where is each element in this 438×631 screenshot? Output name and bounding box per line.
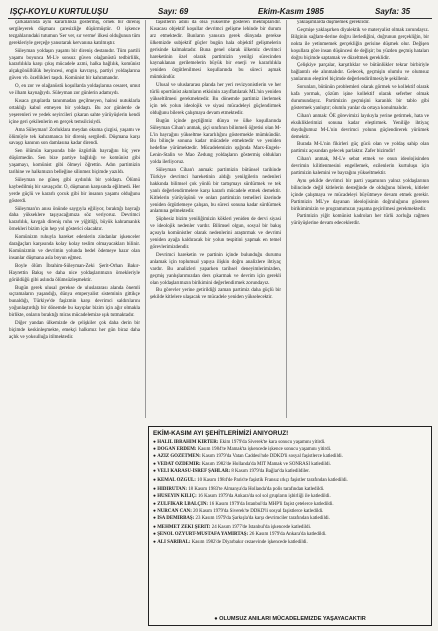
memorial-text: 18 Kasım 1983'te Almanya'da Hollanda'da polis tarafından katledildi. [188, 487, 325, 493]
article-paragraph: Sorunları, bütünün problemleri olarak görmek ve kollektif olarak kafa yormak, çözüm işine kollektif olarak seferber olmak durumundayız. Partimizin geçmişini karanlık bir tablo gibi göstermek yanlıştır; olumlu yanlar da ortaya konulmalıdır. [291, 85, 429, 111]
bullet-icon: ● [153, 508, 158, 514]
memorial-entry [153, 531, 427, 538]
bullet-icon: ● [153, 525, 158, 531]
memorial-entry [153, 446, 427, 453]
memorial-text: 20 Kasım 1979'da Siverek'te DDKD'li sosyal faşistlerce katledildi. [193, 508, 324, 514]
header-rule [8, 18, 432, 19]
article-paragraph: çarkalarında aynı kararlılıkla göstermiş, örnek bir direniş sergileyerek düşmanı çaresizliğe düşürmüştür. O işkence tezgahlarındaki tutumun 'Ser ver, sır verme' ilkesi olduğunun tüm gerekleriyle gerçeğe yansıtarak kervanına katılmıştır. [9, 20, 140, 46]
article-paragraph: Komünizm ruhuyla hareket edenlerin zindanlar işkenceler darağaçları karşısında kolay kolay teslim olmayacakları bilinir. Komünizmin ve devrimin yolunda bedel ödemeye hazır olan insanlar düşmana asla boyun eğmez. [9, 235, 140, 261]
memorial-name: ALI SARIBAL: [157, 539, 191, 545]
article-paragraph: Süleyman'ın anısı önünde saygıyla eğiliyor, bıraktığı bayrağı daha yükseklere taşıyacağımıza söz veriyoruz. Devrimci kararlılık, kavgalı direniş ruhu ve yiğitliği, büyük kahramanlık örnekleri bizim için hep yol gösterici olacaktır. [9, 206, 140, 233]
memorial-name: ZÜLFİKAR İ.BALÇIN: [157, 501, 209, 507]
bullet-icon: ● [153, 501, 158, 507]
memorial-text: 16 Kasım 1979'da Ankara'da sol sol grupların işbirliği ile katledildi. [197, 494, 331, 500]
column-divider [145, 20, 146, 418]
article-paragraph: Ulusal ve uluslararası planda her yeri revizyonistlerin ve her türlü oportünist akımların etkisinin zayıflatılarak ML'nin yeniden yükseltilmesi gerekmektedir. Bu dönemde partimiz ilerlemek için tek yolun ideolojik ve siyasi mücadeleyi güçlendirmek olduğunu bilerek çalışmaya devam etmektedir. [150, 83, 281, 116]
issue-number: Sayı: 69 [158, 7, 189, 16]
memorial-name: HIDIRUTAN: [157, 487, 187, 493]
memorial-name: İSA DEMIRBAŞ: [157, 516, 195, 522]
article-column-1 [9, 20, 140, 418]
article-paragraph: Cihan'ı anmak: ÖE görevimizi layıkıyla yerine getirmek, hata ve eksikliklerimizi sonuna kadar eleştirmek. Yeniliğe ihtiyaç duyduğumuz M-L'nin devrimci yolunu güçlendirerek yürümek demektir. [291, 113, 429, 140]
article-paragraph: Partimizin yiğit komünist kadroları her türlü zorluğa rağmen yürüyüşlerine devam edeceklerdir. [291, 214, 429, 227]
issue-date: Ekim-Kasım 1985 [258, 7, 324, 16]
memorial-entry [153, 524, 427, 531]
bullet-icon: ● [153, 539, 158, 545]
column-divider [286, 20, 287, 418]
article-paragraph: Geçmişe yaklaşırken diyalektik ve materyalist olmak zorundayız. Bilginin sağlam-derine doğru ilerlediğini, doğrunun gerçekliğin, bir nokta ile yetinmemek gerçekliğin gerisine düşmek olur. Değişen koşullara göre insan düşüncesi de değişir; bu yüzden geçmiş hataları doğru biçimde saptamak ve düzeltmek gereklidir. [291, 27, 429, 61]
article-column-2 [150, 20, 281, 418]
memorial-entry [153, 477, 427, 484]
article-paragraph: Diğer yandan ülkemizde de çelişkiler çok daha derin bir biçimde keskinleşmekte, emekçi halkımız her gün biraz daha açlık ve yoksulluğa itilmektedir. [9, 321, 140, 340]
memorial-name: VEDAT ÖZDEMIR: [157, 461, 201, 467]
memorial-text: 16 Kasım 1979'da İstanbul'da MHP'li faşist çetelerce katledildi. [209, 501, 334, 507]
memorial-entry [153, 461, 427, 468]
memorial-text: Kasım 1979'da Vatan Caddesi'nde DDKD'li sosyal faşistlerce katledildi. [202, 454, 343, 460]
memorial-text: 23 Kasım 1979'da Şarkışla'da karşı devrimciler tarafından katledildi. [195, 516, 330, 522]
memorial-entry [153, 453, 427, 460]
memorial-name: AZIZ GÖZETMEN: [157, 454, 201, 460]
article-paragraph: Cihan'ı anmak, M-L'e sebat etmek ve onun ideolojisinden devrimin kilitlenmesini engellemek, ezilenlerin kurtuluşu için partimizin kalemini ve bayrağını yükseltmektir. [291, 157, 429, 177]
memorial-entry [153, 539, 427, 546]
memorial-entry [153, 468, 427, 475]
bullet-icon: ● [153, 532, 158, 538]
memorial-entry [153, 501, 427, 508]
bullet-icon: ● [153, 447, 158, 453]
article-paragraph: Süleyman Cihan'ı anmak: partimizin bütünsel tarihinde Türkiye devrimci hareketinin aldığı yenilgilerin nedenleri hakkında bilimsel çok yönlü bir tartışmayı sürdürmek ve tek yanlı değerlendirmelere karşı kararlı mücadele etmek demektir. Kitlelerin yürüyüşünü ve onları partimizin temelleri üzerinde yeniden örgütlemeye çalışan, bu süreci sonuna kadar sürdürmek anlamına gelmektedir. [150, 168, 281, 215]
memorial-name: ŞENOL OZYURT-MUSTAFA YAMIRTAŞ: [157, 532, 249, 538]
bullet-icon: ● [153, 494, 158, 500]
page-number: Sayfa: 35 [375, 7, 411, 16]
memorial-box [148, 426, 432, 626]
article-paragraph: Bugün içinde geçtiğimiz dünya ve ülke koşullarında Süleyman Cihan'ı anmak, şiçi sınıfının bilinmeli öğretisi olan M-L'in bayrağını yükseltme kararlılığını göstermekle mümkündür. Bu bilinçle sonuna kadar mücadele etmektedir ve yeniden hedefine yürümektedir. Mücadelemizin ışığında Marx-Engels-Lenin-Stalin ve Mao Zedung yoldaşların göstermiş oldukları yolda ilerliyoruz. [150, 118, 281, 166]
article-paragraph: faşistlerin adını da olsa yükselme gösteren mektuplarıdır. Kısacası objektif koşullar devrimci gelişme lehinde bir durum arz etmektedir. Bunların yanısıra gerek dünyada gerekse ülkemizde subjektif güçler bugün hala objektif gelişmelerin gerisinde kalmaktadır. Buna genel olarak ülkemiz devrimci hareketinin özel olarak partimizin yenilgi sürecinden kaynaklanan gerilemelerin büyük bir enerji ve kararlılıkla yeniden örgütlenilmesi koşullarında bu süreci aşmak mümkündür. [150, 20, 281, 81]
article-paragraph: Süleyman yoldaşın yaşamı bir direniş destanıdır. Tüm partili yaşamı boyunca M-L'e sonsuz güven olağanüstü tedbirlilik, kararlılıkla karşı çıkış mücadele azmi, halka bağlılık, komünist alçakgönüllülük beyincesi, engin kavrayış, partiyi yoldaşlarına güven vb. özellikleri taşıdı. Komünist bir kahramandır. [9, 48, 140, 82]
memorial-text: 10 Kasım 1984'de Paris'te faşistik Fransız ırkçı faşistler tarafından katledildi. [197, 478, 348, 484]
bullet-icon: ● [153, 487, 158, 493]
article-paragraph: Burada M-L'nin fikirleri güç gücü olan ve yoldaş sahip olan partimiz açısından gelecek parlaktır. Zafer bizimdir! [291, 142, 429, 155]
bullet-icon: ● [153, 440, 158, 445]
memorial-text: 8 Kasım 1979'da Bağlar'da katledildiler. [231, 468, 310, 474]
memorial-entry [153, 493, 427, 500]
memorial-name: HALIL IBRAHIM KIRTER: [157, 440, 219, 445]
memorial-box-footer: ● OLUMSUZ ANILARI MÜCADELEMIZDE YAŞAYACAKTIR [214, 616, 366, 622]
memorial-entry [153, 439, 427, 446]
memorial-text: 24 Kasım 1977'de İstanbul'da işkencede katledildi. [211, 525, 312, 531]
article-paragraph: Sen ölümün karşısında bile özgürlük bayrağını hiç yere düşürmedin. Sen bize partiye bağlılığı ve komünist gibi yaşamayı, komünist gibi ölmeyi öğrettin. Adın partimizin tarihine ve halkımızın belleğine silinmez biçimde yazıldı. [9, 149, 140, 176]
publication-title: IŞÇI-KOYLU KURTULUŞU [10, 7, 109, 16]
article-column-3 [291, 20, 429, 418]
article-paragraph: Devrimci hareketin ve partinin içinde bulunduğu durumu anlamak için toplumsal yapıya ilişkin doğru analizlere ihtiyaç vardır. Bu analizleri yaparken tarihsel deneyimlerimizden, geçmiş yanlışlarımızdan ders çıkarmak ve devrim için gerekli olan yoldaşlarımızın birikimini değerlendirmek zorundayız. [150, 252, 281, 286]
memorial-entry [153, 486, 427, 493]
page-header [0, 0, 438, 20]
memorial-entry [153, 508, 427, 515]
memorial-text: Kasım 1982'de Diyarbakır cezaevinde işkencede katledildi. [191, 539, 308, 545]
article-paragraph: Aynı şekilde devrimci bir parti yaşamının yalnız yoldaşlarının bilincinde değil kitlelerin desteğinde de olduğunu bilerek, kitleler içinde çalışmaya ve mücadeleyi büyütmeye devam etmek gerekir. Partimizin ML'ye dayanan ideolojisinin doğruluğunu gösteren birikimimizin ve programımızın yaşama geçirilmesi gerekmektedir. [291, 178, 429, 212]
article-paragraph: Süleyman ne güneş gibi aydınlık bir yoldaştı. Ölümü kaybedilmiş bir savaşçıdır. O, düşmanın karşısında eğilmedi. Her yerde güçlü ve kararlı çocuk gibi bir insanın yaşamı olduğunu gösterdi. [9, 177, 140, 204]
bullet-icon: ● [153, 468, 158, 474]
bullet-icon: ● [153, 454, 158, 460]
memorial-text: 26 Kasım 1979'da Ankara'da katledildi. [249, 532, 327, 538]
memorial-name: MEHMET ZEKI ŞERIT: [157, 525, 211, 531]
memorial-text: Ekim 1979'da Siverek'te kara sonucu yaşamını yitirdi. [219, 440, 326, 445]
article-paragraph: Kısaca gruplarda tanınmadan geçilmeyen, hainsi nutuklarla ortaklığı kabul etmeyen bir yoldaştı. Bu zor günlerde de yeşerenleri ve yedek seyircileri çıkaran sahte yürüyüşlerin kendi içine geri çekilenlerin en gerçek temsilcisiydi. [9, 98, 140, 125]
article-paragraph: Bu görevler yerine getirildiği zaman partimiz daha güçlü bir şekilde kitlelere ulaşacak ve mücadele yeniden yükselecektir. [150, 288, 281, 301]
article-paragraph: Çelişkiye parçalar, karşıtlıklar ve bütünlükler tekrar birbiriyle bağlantılı ele alınmalıdır. Gelecek, geçmişin olumlu ve olumsuz yanlarının eleştirel biçimde değerlendirilmesiyle şekillenir. [291, 63, 429, 83]
article-paragraph: O, en zor ve olağanüstü koşullarda yoldaşlarına cesaret, umut ve ilham kaynağıydı. Süleyman zor günlerin adamıydı. [9, 84, 140, 97]
memorial-list [153, 439, 427, 607]
memorial-name: DOĞAN ERDEM: [157, 447, 197, 453]
bullet-icon: ● [153, 478, 158, 484]
article-paragraph: Boyle ölüm İbrahim-Süleyman-Zeki Şerit-Orhan Bakır-Hayrettin Bakış ve daha nice yoldaşlarımızın örnekleriyle görüldüğü gibi aslında ölümsüzleşmektir. [9, 263, 140, 283]
memorial-name: KEMAL ÖZGÜL: [157, 478, 196, 484]
bullet-icon: ● [153, 461, 158, 467]
article-paragraph: Ama Süleyman! Zorluklara meydan okuma çizgisi, yaşamı ve ölümüyle tek kahramanca bir direniş sergiledi. Düşmana karşı savaşçı kanının son damlasına kadar direndi. [9, 127, 140, 147]
article-paragraph: Bugün gerek ulusal gerekse de uluslararası alanda önemli sıçramaların yaşandığı, dünya emperyalist sisteminin gittikçe bunaldığı, Türkiye'de faşizmin karşı devrimci saldırılarını yoğunlaştırdığı bir dönemde bu kayıplar bizim için ağır olmakla birlikte, onların bıraktığı miras mücadelemize ışık tutmaktadır. [9, 285, 140, 319]
memorial-name: VELI KARASU-İSREF ŞAHLAR: [157, 468, 231, 474]
memorial-box-title: EKİM-KASIM AYI ŞEHİTLERİMİZİ ANIYORUZ! [153, 430, 289, 437]
memorial-entry [153, 515, 427, 522]
article-paragraph: Şüphesiz bizim yeniliğimizin kökleri yeniden de dervi siyasi ve ideolojik nedenler vardır. Bilimsel olgun, sosyal bir bakış açısıyla komünistler olarak nedenlerini araştırmak ve devrimi yeniden ayağa kaldıracak bir yolun tespitini yapmak en temel görevlerimizdendir. [150, 217, 281, 250]
article-paragraph: yaklaşımlarda düşmemek gereklidir. [297, 20, 370, 25]
memorial-text: Kasım 1984'te Mamak'ta işkencede işkence sonucu yaşamını yitirdi. [197, 447, 332, 453]
memorial-text: Kasım 1982'de Hollanda'da MIT Mamak ve SONRASI katledildi. [201, 461, 331, 467]
memorial-name: HÜSEYIN KILIÇ: [157, 494, 197, 500]
memorial-name: NURCAN CAN: [157, 508, 192, 514]
bullet-icon: ● [153, 516, 158, 522]
